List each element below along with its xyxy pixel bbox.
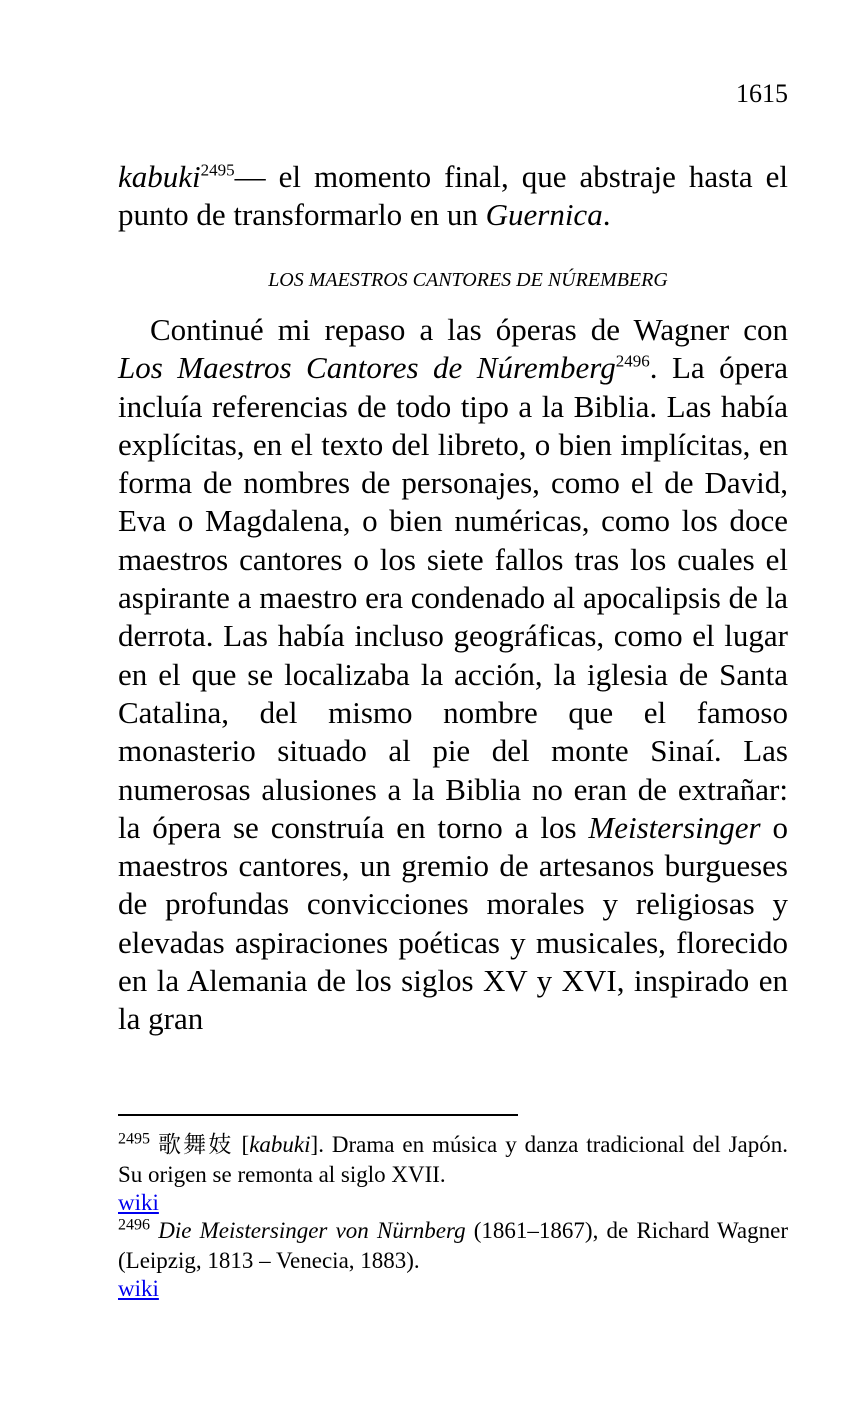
wiki-link-2496[interactable]: wiki [118, 1276, 159, 1301]
italic-kabuki: kabuki [118, 159, 201, 194]
intro-end-punct: . [602, 197, 611, 233]
footnote-divider [118, 1114, 518, 1116]
main-text-end: o maestros cantores, un gremio de artesanos burgueses de profundas convicciones morales y religiosas y elevadas aspiraciones poéticas y musicales, florecido en la Alemania de los siglos XV y XVI, inspirado en la gran [118, 809, 788, 1037]
footnote-2495 [118, 1130, 788, 1189]
footnote-ref-2496[interactable]: 2496 [615, 351, 650, 371]
main-text-middle: . La ópera incluía referencias de todo tipo a la Biblia. Las había explícitas, en el texto del libreto, o bien implícitas, en forma de nombres de personajes, como el de David, Eva o Magdalena, o bien numéricas, como los doce maestros cantores o los siete fallos tras los cuales el aspirante a maestro era condenado al apocalipsis de la derrota. Las había incluso geográficas, como el lugar en el que se localizaba la acción, la iglesia de Santa Catalina, del mismo nombre que el famoso monasterio situado al pie del monte Sinaí. Las numerosas alusiones a la Biblia no eran de extrañar: la ópera se construía en torno a los [118, 350, 788, 845]
footnote-text: (1861–1867), de Richard Wagner (Leipzig, 1813 – Venecia, 1883). [118, 1218, 788, 1273]
footnote-2496 [118, 1216, 788, 1275]
main-paragraph [118, 311, 788, 1039]
italic-meistersinger: Meistersinger [588, 809, 761, 845]
footnote-text: ]. Drama en música y danza tradicional del Japón. Su origen se remonta al siglo XVII. [118, 1132, 789, 1187]
footnote-number: 2496 [118, 1216, 150, 1234]
italic-opera-title: Los Maestros Cantores de Núremberg [118, 350, 616, 386]
footnote-italic: Die Meistersinger von Nürnberg [158, 1218, 466, 1243]
footnote-italic: kabuki [249, 1132, 311, 1157]
page-number: 1615 [736, 79, 788, 108]
main-text-start: Continué mi repaso a las óperas de Wagner con [150, 312, 788, 347]
footnote-number: 2495 [118, 1130, 150, 1148]
footnote-bracket: [ [233, 1132, 250, 1157]
footnote-ref-2495[interactable]: 2495 [200, 160, 235, 180]
intro-text: — el momento final, que abstraje hasta el punto de transformarlo en un [118, 159, 788, 233]
intro-paragraph [118, 158, 788, 235]
section-heading: LOS MAESTROS CANTORES DE NÚREMBERG [268, 269, 668, 291]
wiki-link-2495[interactable]: wiki [118, 1190, 159, 1215]
italic-guernica: Guernica [485, 197, 603, 233]
footnotes-section [118, 1130, 788, 1302]
footnote-cjk-text: 歌舞妓 [157, 1132, 234, 1157]
